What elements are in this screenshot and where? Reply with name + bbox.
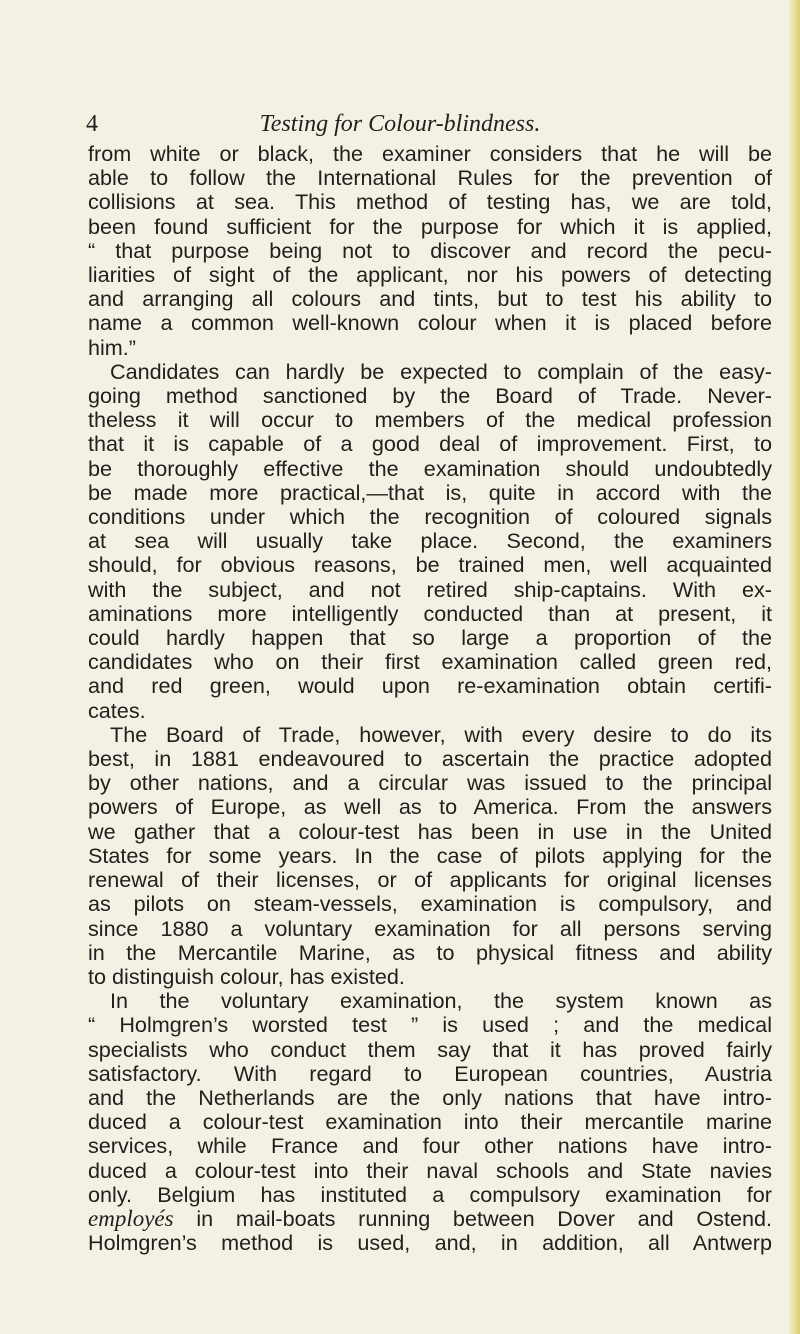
text-line: and arranging all colours and tints, but to test his ability to <box>88 286 772 312</box>
text-line: States for some years. In the case of pilots applying for the <box>88 842 772 868</box>
running-title: Testing for Colour-blindness. <box>259 111 541 137</box>
text-line: powers of Europe, as well as to America. From the answers <box>88 794 772 820</box>
text-line: him.” <box>88 334 136 360</box>
page-number: 4 <box>86 111 98 137</box>
text-line: Candidates can hardly be expected to complain of the easy- <box>110 358 772 384</box>
text-line: theless it will occur to members of the medical profession <box>88 407 772 433</box>
text-line: with the subject, and not retired ship-captains. With ex- <box>88 576 772 602</box>
text-line: able to follow the International Rules for the prevention of <box>88 165 772 191</box>
text-line: we gather that a colour-test has been in use in the United <box>88 818 772 844</box>
text-line: duced a colour-test into their naval schools and State navies <box>88 1157 772 1183</box>
text-line: liarities of sight of the applicant, nor his powers of detecting <box>88 262 772 288</box>
text-line: and red green, would upon re-examination obtain certifi- <box>88 673 772 699</box>
text-line: “ that purpose being not to discover and record the pecu- <box>88 237 772 263</box>
text-line: at sea will usually take place. Second, the examiners <box>88 528 772 554</box>
text-line: be thoroughly effective the examination should undoubtedly <box>88 455 772 481</box>
text-line: conditions under which the recognition of coloured signals <box>88 504 772 530</box>
text-line: candidates who on their first examination called green red, <box>88 649 772 675</box>
text-line: should, for obvious reasons, be trained men, well acquainted <box>88 552 772 578</box>
text-line: going method sanctioned by the Board of Trade. Never- <box>88 383 772 409</box>
text-line: services, while France and four other nations have intro- <box>88 1133 772 1159</box>
text-line: in the Mercantile Marine, as to physical fitness and ability <box>88 939 772 965</box>
text-line: name a common well-known colour when it is placed before <box>88 310 772 336</box>
text-line: satisfactory. With regard to European countries, Austria <box>88 1060 772 1086</box>
text-line: duced a colour-test examination into their mercantile marine <box>88 1109 772 1135</box>
text-line: as pilots on steam-vessels, examination is compulsory, and <box>88 891 772 917</box>
page-header <box>0 108 800 140</box>
text-line-rest: in mail-boats running between Dover and Ostend. <box>196 1205 773 1231</box>
text-line: only. Belgium has instituted a compulsory examination for <box>88 1181 772 1207</box>
text-line: renewal of their licenses, or of applicants for original licenses <box>88 867 772 893</box>
text-line: best, in 1881 endeavoured to ascertain the practice adopted <box>88 746 772 772</box>
text-line: been found sufficient for the purpose for which it is applied, <box>88 213 772 239</box>
text-line: could hardly happen that so large a proportion of the <box>88 625 772 651</box>
text-line: since 1880 a voluntary examination for all persons serving <box>88 915 772 941</box>
text-line: Holmgren’s method is used, and, in addition, all Antwerp <box>88 1230 772 1256</box>
text-line: cates. <box>88 697 146 723</box>
text-line: by other nations, and a circular was issued to the principal <box>88 770 772 796</box>
italic-word: employés <box>88 1205 174 1231</box>
text-line: “ Holmgren’s worsted test ” is used ; and the medical <box>88 1012 772 1038</box>
text-line: collisions at sea. This method of testing has, we are told, <box>88 189 772 215</box>
text-line: from white or black, the examiner considers that he will be <box>88 141 772 166</box>
text-line: specialists who conduct them say that it has proved fairly <box>88 1036 772 1062</box>
text-line: be made more practical,—that is, quite in accord with the <box>88 479 772 505</box>
text-line: The Board of Trade, however, with every desire to do its <box>110 721 772 747</box>
text-line-with-italic <box>88 1207 772 1231</box>
page-edge <box>788 0 800 1334</box>
text-line: aminations more intelligently conducted than at present, it <box>88 600 772 626</box>
text-line: and the Netherlands are the only nations that have intro- <box>88 1084 772 1110</box>
text-line: that it is capable of a good deal of improvement. First, to <box>88 431 772 457</box>
text-line: In the voluntary examination, the system known as <box>110 988 772 1014</box>
body-text <box>88 142 772 1255</box>
text-line: to distinguish colour, has existed. <box>88 963 405 989</box>
